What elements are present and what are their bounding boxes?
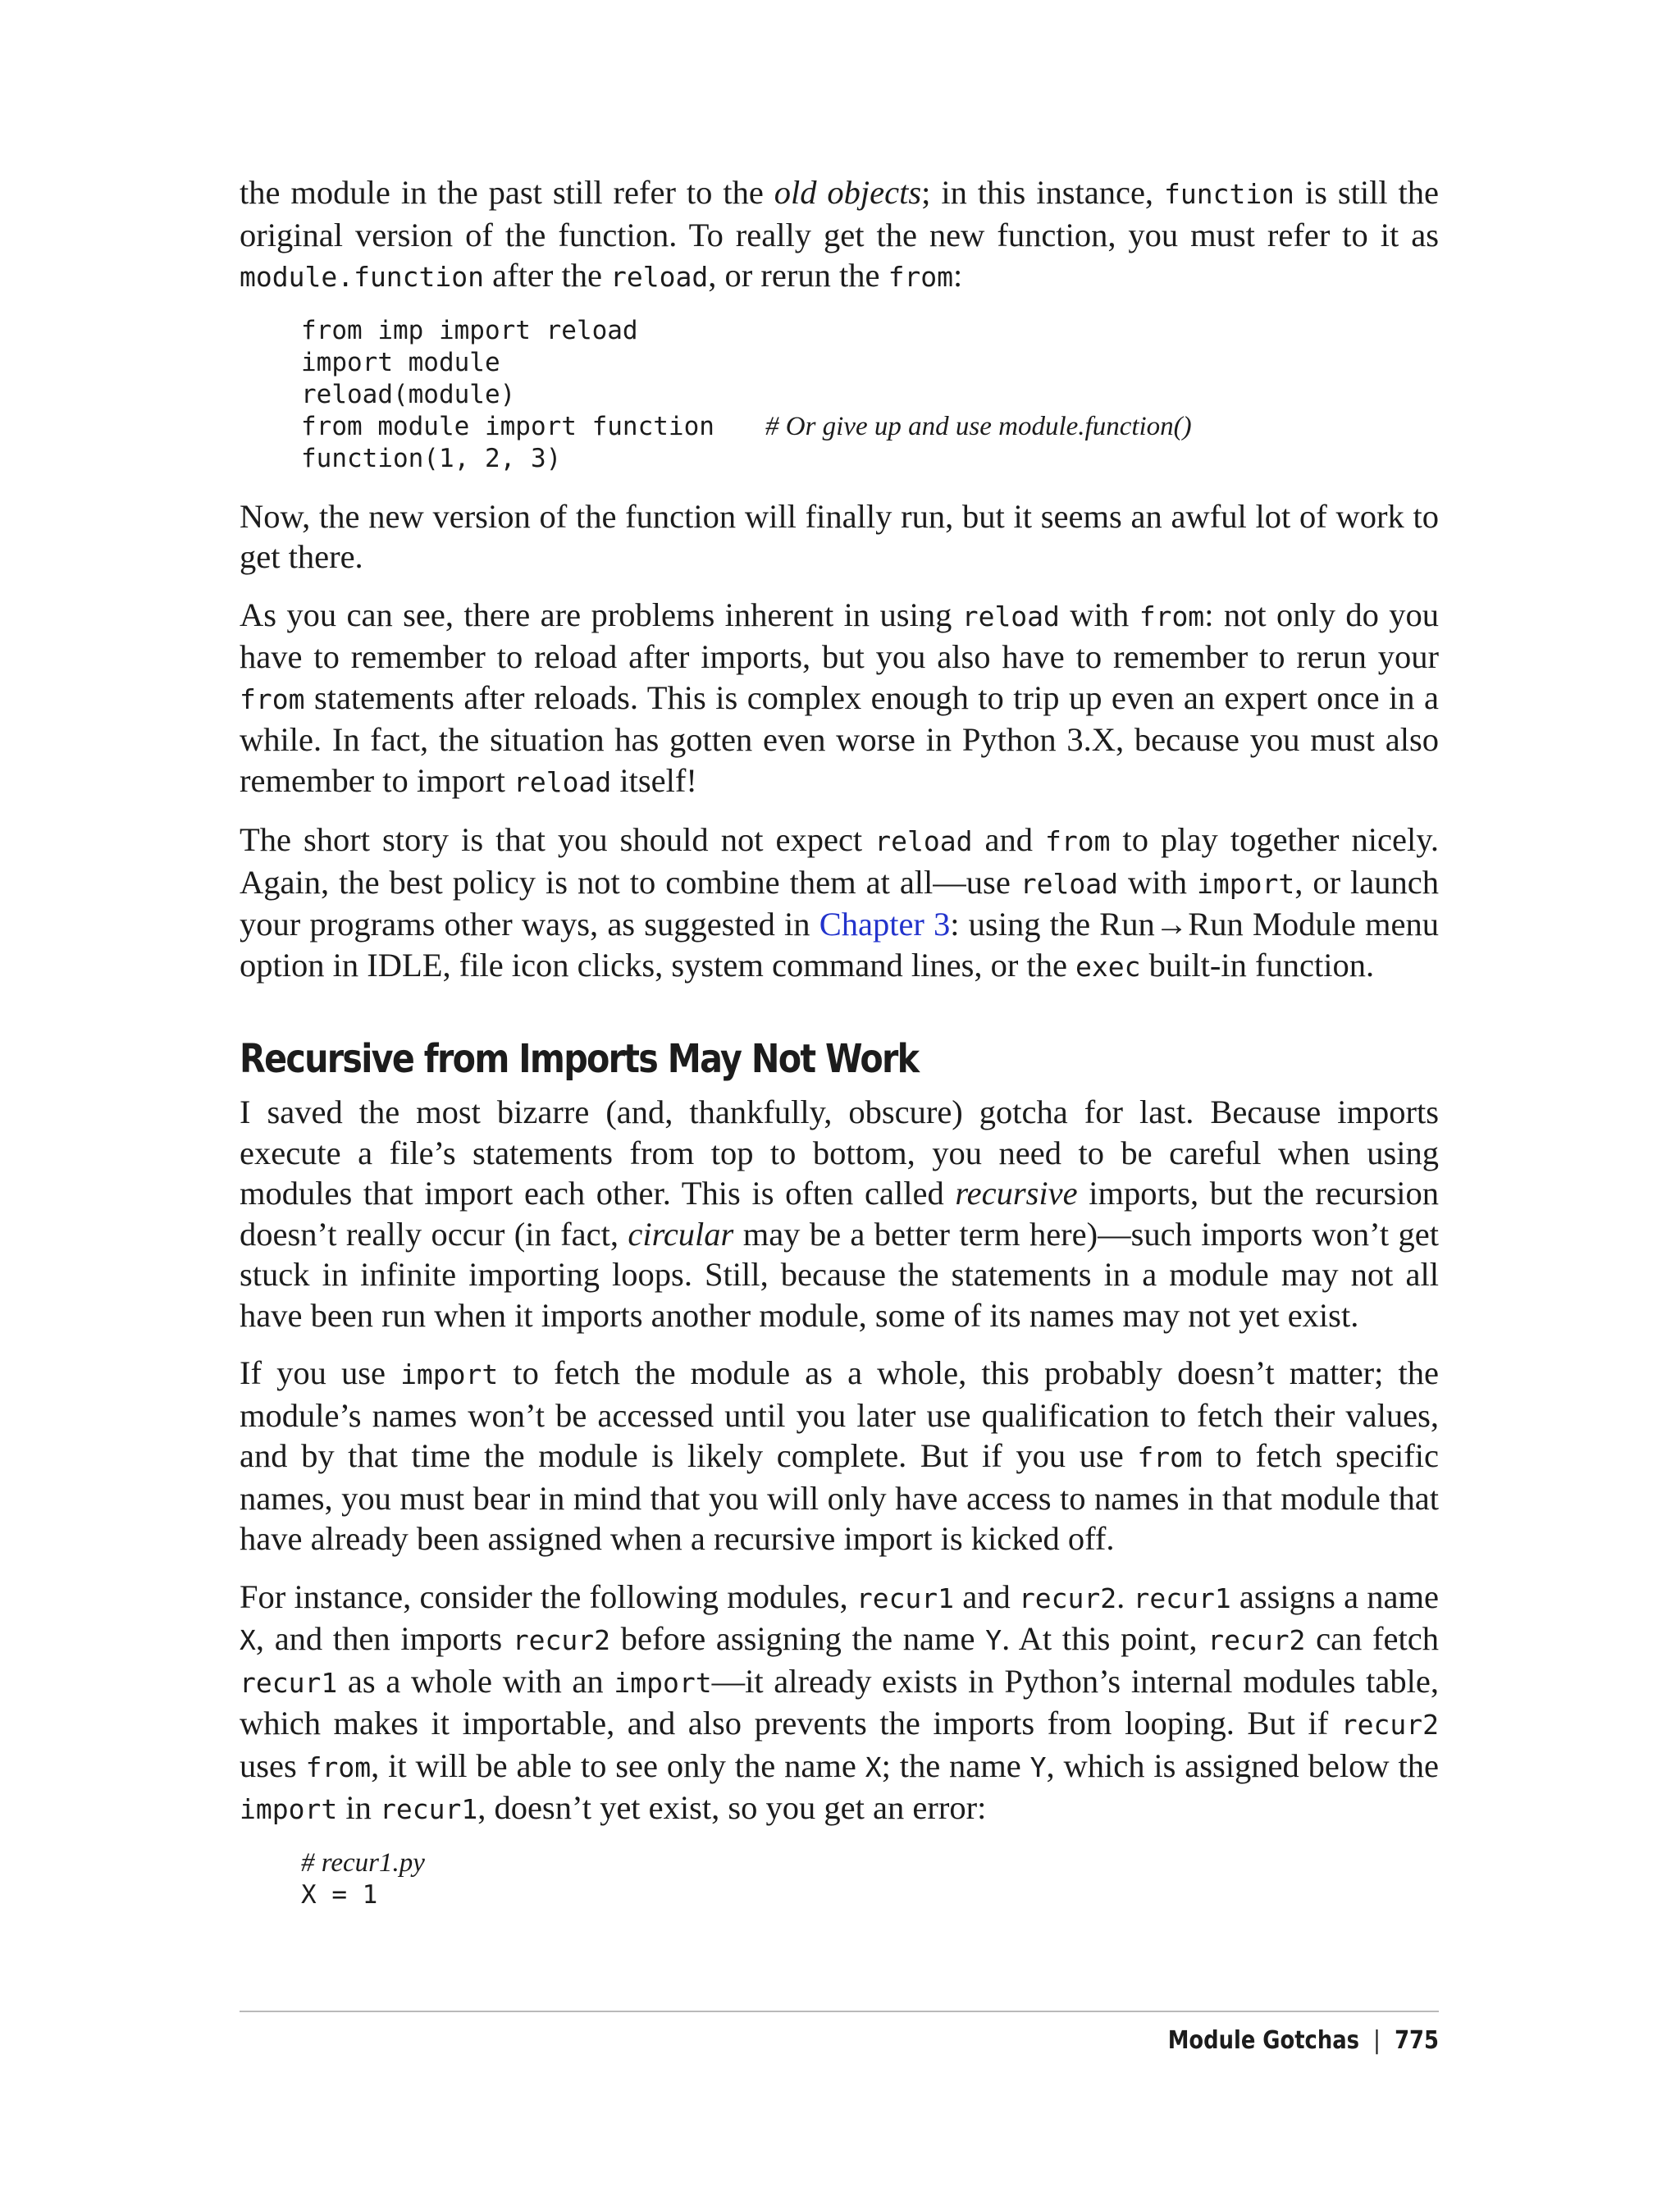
text: before assigning the name [610, 1620, 986, 1657]
inline-code: recur2 [1208, 1624, 1306, 1656]
text: : not only do you have to remember to reload after imports, but you also have to remember to rerun your [240, 596, 1439, 675]
inline-code: from [1137, 1441, 1203, 1473]
inline-code: import [614, 1666, 712, 1699]
code-line: from module import function [301, 411, 714, 441]
text: to play together nicely. Again, the best policy is not to combine them at all—use [240, 821, 1440, 901]
paragraph-7 [240, 1577, 1439, 1830]
page-footer [1168, 2025, 1439, 2057]
text: I saved the most bizarre (and, thankfully, obscure) gotcha for last. Because imports execute a file’s statements from top to bottom, you need to be careful when using modules that import each other. This is often called [240, 1093, 1439, 1212]
text: , it will be able to see only the name [371, 1746, 865, 1784]
code-line-with-comment [301, 411, 1439, 443]
text: to fetch specific names, you must bear in mind that you will only have access to names in that module that have already been assigned when a recursive import is kicked off. [240, 1437, 1440, 1557]
code-block-recur1 [301, 1847, 1439, 1911]
code-comment: # Or give up and use module.function() [765, 411, 1192, 441]
inline-code: import [400, 1358, 499, 1390]
inline-code: recur2 [1340, 1709, 1439, 1741]
code-line: X = 1 [301, 1879, 378, 1910]
code-line: reload(module) [301, 379, 516, 409]
inline-code: recur2 [1018, 1582, 1117, 1614]
code-block-reload [301, 315, 1439, 475]
code-line: from imp import reload [301, 315, 638, 345]
paragraph-4 [240, 819, 1439, 987]
footer-separator: | [1373, 2026, 1381, 2055]
paragraph-3 [240, 595, 1439, 803]
text: , doesn’t yet exist, so you get an error: [477, 1789, 987, 1826]
footer-divider [240, 2011, 1439, 2012]
text: For instance, consider the following modules, [240, 1577, 856, 1615]
code-line: function(1, 2, 3) [301, 443, 562, 473]
inline-code: reload [874, 825, 973, 857]
inline-code: import [240, 1793, 338, 1825]
text: ; in this instance, [921, 174, 1164, 211]
inline-code: from [1139, 600, 1205, 632]
text: —it already exists in Python’s internal modules table, which makes it importable, and also prevents the imports from looping. But if [240, 1662, 1440, 1742]
text: with [1118, 863, 1197, 901]
text: If you use [240, 1354, 401, 1391]
section-heading: Recursive from Imports May Not Work [240, 1036, 919, 1082]
text: , which is assigned below the [1046, 1746, 1439, 1784]
text: is still the original version of the function. To really get the new function, you must refer to it as [240, 174, 1439, 253]
inline-code: Y [985, 1624, 1002, 1656]
text: can fetch [1305, 1620, 1440, 1657]
emphasis: old objects [774, 174, 922, 211]
text: to fetch the module as a whole, this probably doesn’t matter; the module’s names won’t be accessed until you later use qualification to fetch their values, and by that time the module is likely complete. But if you use [240, 1354, 1439, 1474]
emphasis: circular [628, 1215, 734, 1253]
text: with [1059, 596, 1139, 633]
inline-code: Y [1029, 1751, 1047, 1783]
inline-code: X [240, 1624, 256, 1656]
chapter-3-link[interactable]: Chapter 3 [819, 906, 951, 943]
text: the module in the past still refer to the [240, 174, 774, 211]
text: ; the name [881, 1746, 1030, 1784]
text: imports, but the recursion doesn’t really occur (in fact, [240, 1175, 1439, 1253]
inline-code: reload [610, 261, 709, 293]
page-body [240, 172, 1439, 1933]
text: As you can see, there are problems inherent in using [240, 596, 962, 633]
page-number: 775 [1395, 2026, 1439, 2055]
inline-code: recur1 [1133, 1582, 1231, 1614]
text: , and then imports [255, 1620, 513, 1657]
inline-code: X [865, 1751, 882, 1783]
inline-code: reload [514, 765, 612, 798]
inline-code: exec [1075, 950, 1141, 983]
emphasis: recursive [955, 1175, 1078, 1212]
inline-code: recur1 [240, 1666, 338, 1699]
text: assigns a name [1230, 1577, 1439, 1615]
text: statements after reloads. This is complex enough to trip up even an expert once in a while. In fact, the situation has gotten even worse in Python 3.X, because you must also remember to import [240, 678, 1439, 799]
text: uses [240, 1746, 306, 1784]
text: as a whole with an [337, 1662, 614, 1700]
inline-code: function [1163, 178, 1294, 210]
code-line: import module [301, 347, 500, 377]
text: may be a better term here)—such imports won’t get stuck in infinite importing loops. Still, because the statements in a module may not all have been run when it imports another module, some of its names may not yet exist. [240, 1215, 1439, 1334]
text: . At this point, [1002, 1620, 1208, 1657]
text: and [954, 1577, 1019, 1615]
inline-code: from [1045, 825, 1111, 857]
inline-code: from [240, 682, 305, 715]
inline-code: import [1196, 867, 1295, 900]
text: and [972, 821, 1045, 858]
inline-code: reload [961, 600, 1060, 632]
paragraph-5 [240, 1092, 1439, 1335]
text: in [337, 1789, 380, 1826]
code-comment: # recur1.py [301, 1847, 425, 1878]
paragraph-6 [240, 1353, 1439, 1559]
paragraph-2: Now, the new version of the function will finally run, but it seems an awful lot of work to get there. [240, 497, 1439, 575]
paragraph-1 [240, 172, 1439, 298]
inline-code: module.function [240, 261, 485, 293]
text: built-in function. [1140, 946, 1375, 984]
text: . [1116, 1577, 1134, 1615]
text: itself! [611, 761, 697, 799]
text: , or rerun the [708, 257, 888, 294]
inline-code: recur1 [379, 1793, 478, 1825]
text: : using the Run→Run Module menu option in IDLE, file icon clicks, system command lines, or the [240, 906, 1439, 984]
inline-code: recur2 [512, 1624, 611, 1656]
inline-code: from [888, 261, 954, 293]
inline-code: from [305, 1751, 372, 1783]
text: : [953, 257, 963, 294]
text: , or launch your programs other ways, as suggested in [240, 863, 1439, 943]
text: after the [484, 257, 611, 294]
text: The short story is that you should not expect [240, 821, 875, 858]
inline-code: recur1 [856, 1582, 955, 1614]
inline-code: reload [1020, 867, 1118, 900]
footer-section-title: Module Gotchas [1167, 2026, 1360, 2055]
